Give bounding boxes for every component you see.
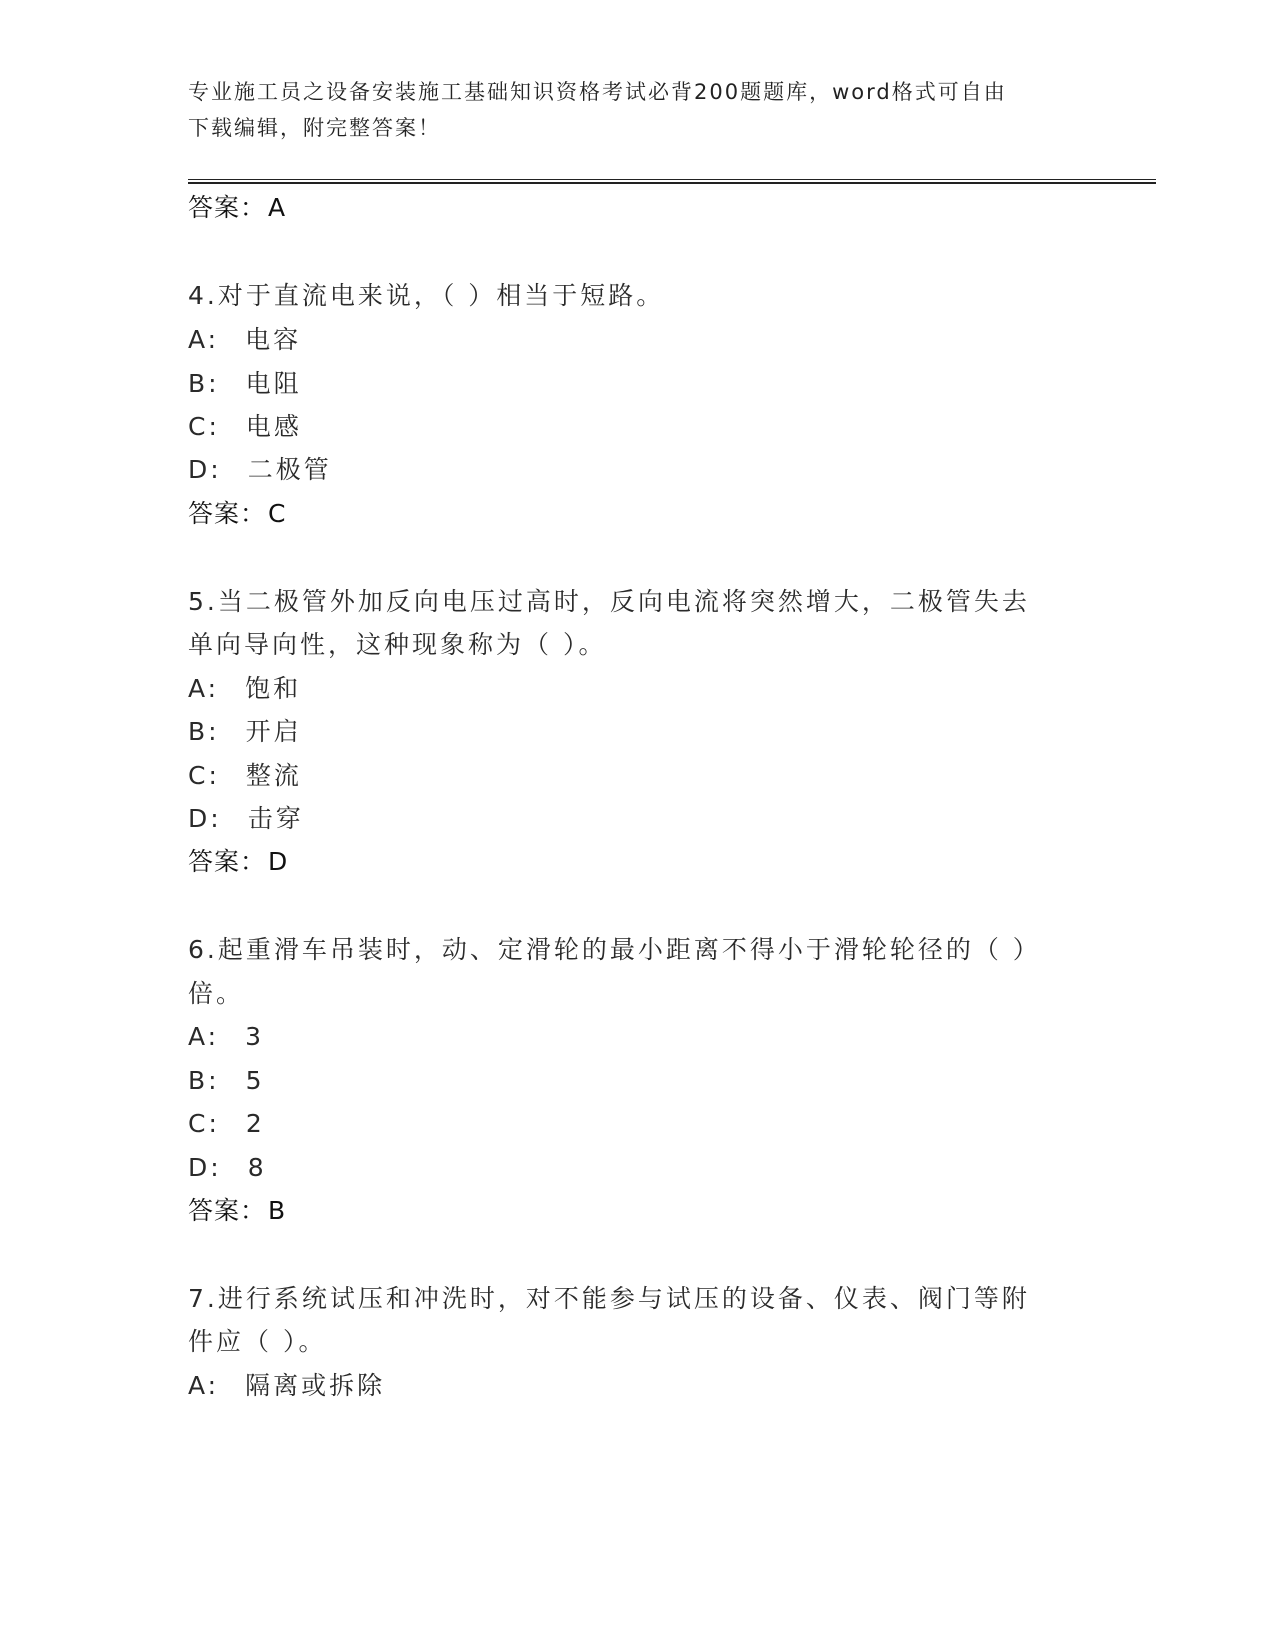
document-header — [188, 74, 1068, 146]
question-6-option-b — [188, 1066, 264, 1096]
question-7-stem-line-2: 件应（ ）。 — [188, 1327, 327, 1356]
option-text: 隔离或拆除 — [245, 1371, 386, 1400]
question-6-answer — [188, 1196, 286, 1226]
option-text: 2 — [245, 1109, 265, 1138]
question-7-option-a — [188, 1371, 385, 1401]
option-key: A: — [188, 674, 220, 703]
option-key: A: — [188, 1022, 220, 1051]
option-text: 8 — [247, 1153, 267, 1182]
answer-label: 答案： — [188, 193, 267, 222]
question-6-option-c — [188, 1109, 265, 1139]
question-6-option-a — [188, 1022, 264, 1052]
question-6-stem-line-2: 倍。 — [188, 979, 245, 1008]
option-key: B: — [188, 369, 220, 398]
header-divider-thick — [188, 182, 1156, 184]
question-5-stem-line-1: 5.当二极管外加反向电压过高时，反向电流将突然增大，二极管失去 — [188, 587, 1030, 616]
answer-prev — [188, 193, 286, 223]
option-text: 击穿 — [247, 804, 304, 833]
option-key: B: — [188, 1066, 220, 1095]
question-4-answer — [188, 499, 286, 529]
question-4-option-a — [188, 325, 301, 355]
option-text: 5 — [245, 1066, 265, 1095]
option-key: C: — [188, 412, 220, 441]
question-5-stem-line-2: 单向导向性，这种现象称为（ ）。 — [188, 630, 607, 659]
answer-value: B — [268, 1196, 287, 1225]
question-6-stem-line-1: 6.起重滑车吊装时，动、定滑轮的最小距离不得小于滑轮轮径的（ ） — [188, 935, 1041, 964]
question-4-option-c — [188, 412, 302, 442]
option-text: 二极管 — [247, 455, 332, 484]
answer-label: 答案： — [188, 499, 267, 528]
question-5-option-d — [188, 804, 304, 834]
option-text: 整流 — [245, 761, 302, 790]
header-line-2: 下载编辑，附完整答案！ — [188, 116, 441, 140]
option-key: C: — [188, 1109, 220, 1138]
answer-value: D — [268, 847, 289, 876]
option-key: D: — [188, 455, 222, 484]
answer-label: 答案： — [188, 847, 267, 876]
question-4-option-d — [188, 455, 332, 485]
option-key: D: — [188, 1153, 222, 1182]
header-divider-thin — [188, 179, 1156, 180]
question-5-answer — [188, 847, 288, 877]
answer-label: 答案： — [188, 1196, 267, 1225]
question-5-option-c — [188, 761, 302, 791]
option-key: D: — [188, 804, 222, 833]
answer-value: C — [268, 499, 287, 528]
option-text: 3 — [245, 1022, 264, 1051]
option-key: B: — [188, 717, 220, 746]
question-5-option-a — [188, 674, 301, 704]
header-line-1: 专业施工员之设备安装施工基础知识资格考试必背200题题库，word格式可自由 — [188, 80, 1007, 104]
answer-value: A — [268, 193, 287, 222]
question-4-stem: 4.对于直流电来说，（ ）相当于短路。 — [188, 281, 665, 310]
question-5-option-b — [188, 717, 302, 747]
option-text: 开启 — [245, 717, 302, 746]
option-text: 电阻 — [245, 369, 302, 398]
option-key: A: — [188, 1371, 220, 1400]
option-text: 电感 — [245, 412, 302, 441]
question-4-option-b — [188, 369, 302, 399]
option-key: A: — [188, 325, 220, 354]
question-7-stem-line-1: 7.进行系统试压和冲洗时，对不能参与试压的设备、仪表、阀门等附 — [188, 1284, 1030, 1313]
option-key: C: — [188, 761, 220, 790]
option-text: 电容 — [245, 325, 302, 354]
option-text: 饱和 — [245, 674, 302, 703]
question-6-option-d — [188, 1153, 267, 1183]
